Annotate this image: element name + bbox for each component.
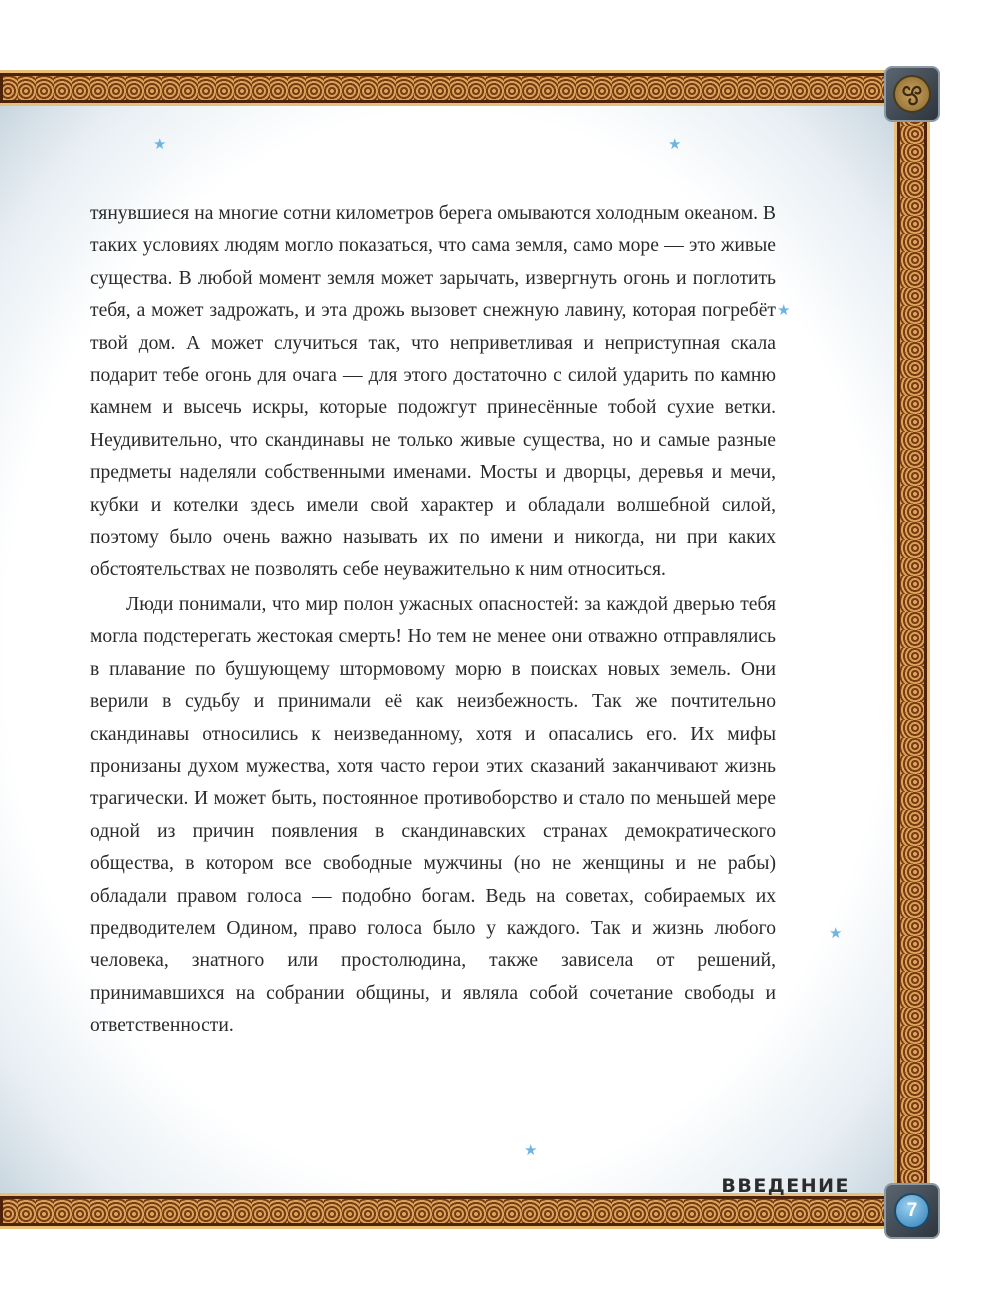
frame-corner-top: [884, 66, 940, 122]
triskelion-icon: [893, 75, 931, 113]
paragraph: Люди понимали, что мир полон ужасных опасностей: за каждой дверью тебя могла подстерегать жестокая смерть! Но тем не менее они отважно отправлялись в плавание по бушующему штормовому морю в поисках новых земель. Они верили в судьбу и принимали её как неизбежность. Так же почтительно скандинавы относились к неизведанному, хотя и опасались его. Их мифы пронизаны духом мужества, хотя часто герои этих сказаний заканчивают жизнь трагически. И может быть, постоянное противоборство и стало по меньшей мере одной из причин появления в скандинавских странах демократического общества, в котором все свободные мужчины (но не женщины и не рабы) обладали правом голоса — подобно богам. Ведь на советах, собираемых их предводителем Одином, право голоса было у каждого. Так и жизнь любого человека, знатного или простолюдина, также зависела от решений, принимавшихся на собрании общины, и являла собой сочетание свободы и ответственности.: [90, 593, 776, 1037]
ornamental-frame-bottom: [0, 1193, 905, 1229]
star-icon: ★: [153, 135, 167, 153]
frame-corner-bottom: [884, 1183, 940, 1239]
paragraph: тянувшиеся на многие сотни километров берега омываются холодным океаном. В таких условиях людям могло показаться, что сама земля, само море — это живые существа. В любой момент земля может зарычать, извергнуть огонь и поглотить тебя, а может задрожать, и эта дрожь вызовет снежную лавину, которая погребёт твой дом. А может случиться так, что неприветливая и неприступная скала подарит тебе огонь для очага — для этого достаточно с силой ударить по камню камнем и высечь искры, которые подожгут принесённые тобой сухие ветки. Неудивительно, что скандинавы не только живые существа, но и самые разные предметы наделяли собственными именами. Мосты и дворцы, деревья и мечи, кубки и котелки здесь имели свой характер и обладали волшебной силой, поэтому было очень важно называть их по имени и никогда, ни при каких обстоятельствах не позволять себе неуважительно к ним относиться.: [90, 203, 776, 581]
star-icon: ★: [668, 135, 682, 153]
page-number: 7: [894, 1193, 930, 1229]
ornamental-frame-right: [894, 90, 930, 1210]
body-text: [90, 198, 776, 1043]
star-icon: ★: [829, 924, 843, 942]
section-label: ВВЕДЕНИЕ: [721, 1175, 850, 1197]
ornamental-frame-top: [0, 70, 905, 106]
star-icon: ★: [524, 1141, 538, 1159]
star-icon: ★: [777, 301, 791, 319]
